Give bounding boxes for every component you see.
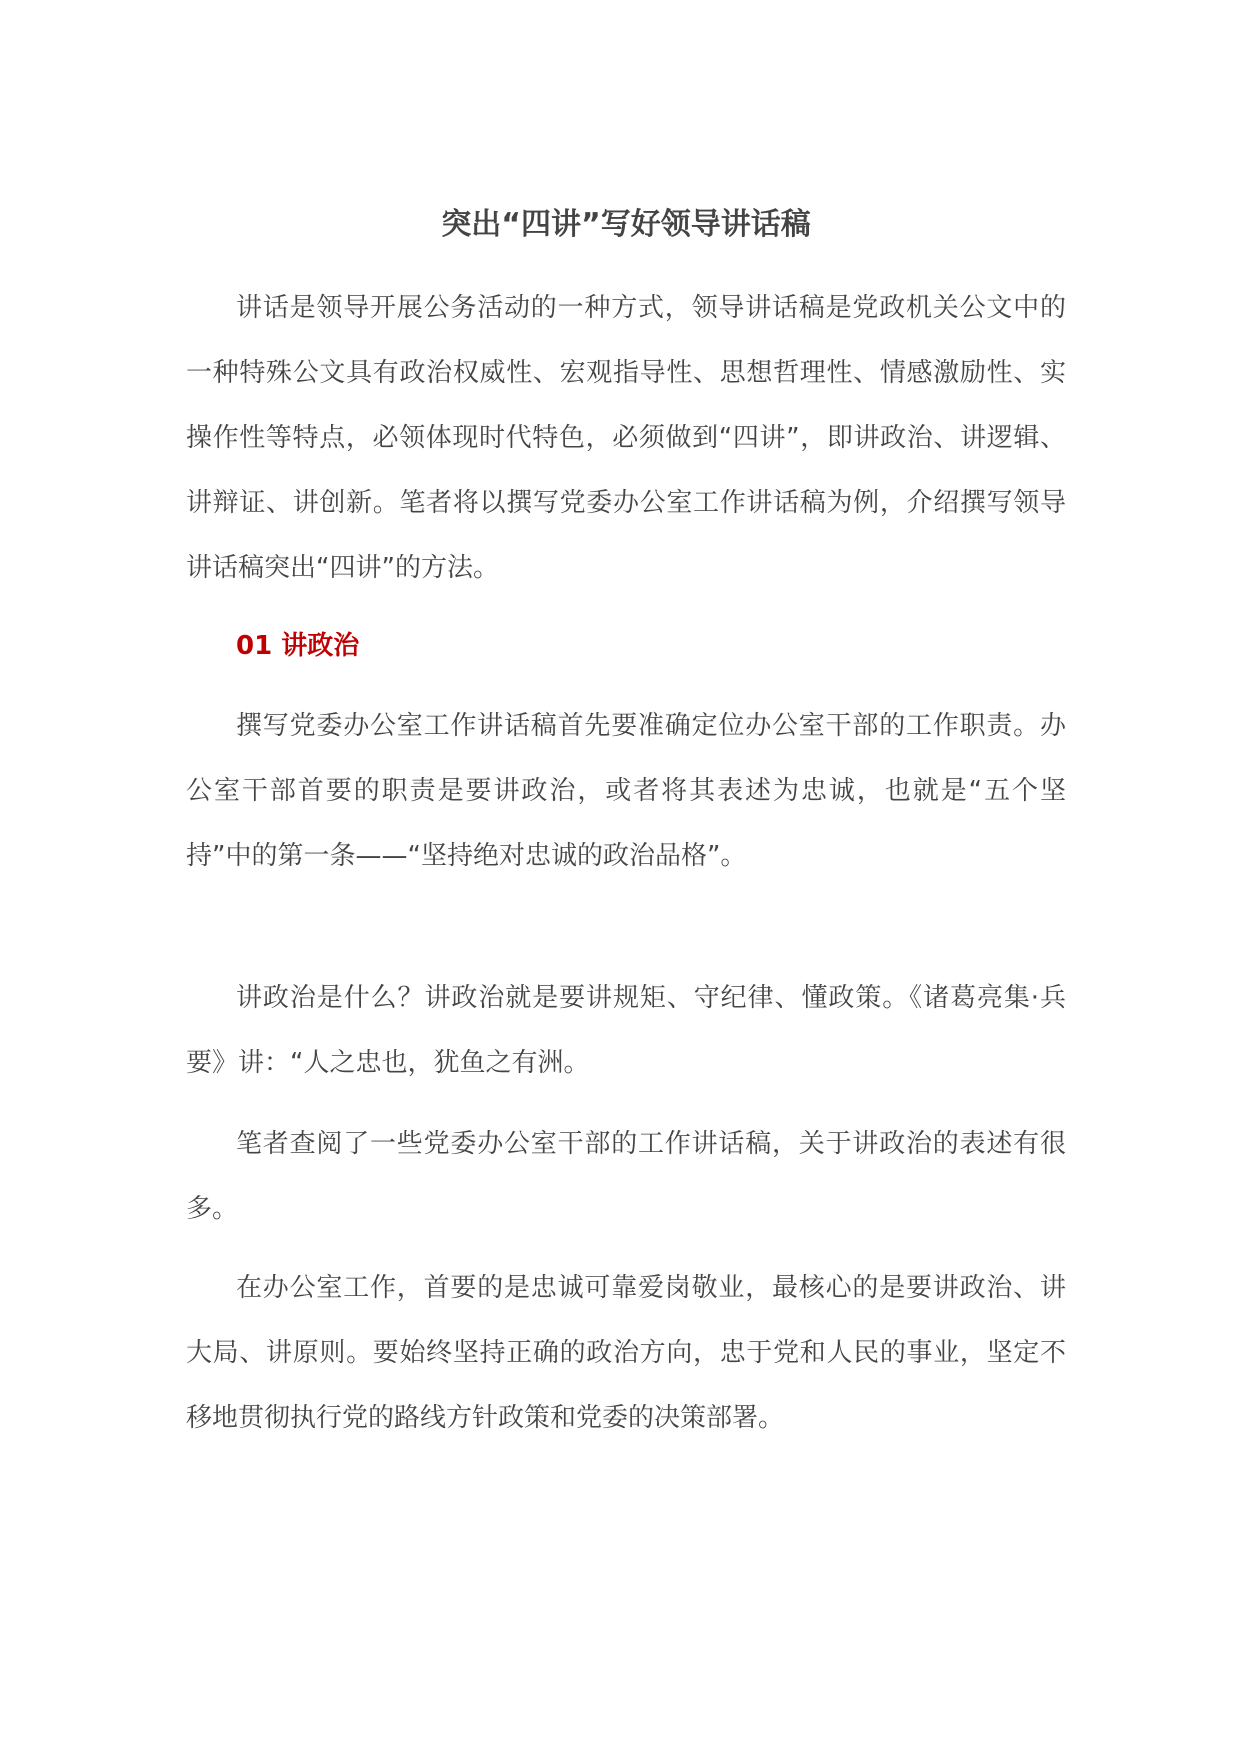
section-heading-politics: 01 讲政治 [236,631,360,661]
intro-paragraph: 讲话是领导开展公务活动的一种方式，领导讲话稿是党政机关公文中的一种特殊公文具有政治权威性、宏观指导性、思想哲理性、情感激励性、实操作性等特点，必领体现时代特色，必须做到“四讲”，即讲政治、讲逻辑、讲辩证、讲创新。笔者将以撰写党委办公室工作讲话稿为例，介绍撰写领导讲话稿突出“四讲”的方法。 [186,293,1066,583]
section-paragraph: 在办公室工作，首要的是忠诚可靠爱岗敬业，最核心的是要讲政治、讲大局、讲原则。要始终坚持正确的政治方向，忠于党和人民的事业，坚定不移地贯彻执行党的路线方针政策和党委的决策部署。 [186,1273,1066,1433]
document-title: 突出“四讲”写好领导讲话稿 [441,207,811,242]
section-paragraph: 笔者查阅了一些党委办公室干部的工作讲话稿，关于讲政治的表述有很多。 [186,1129,1066,1224]
section-paragraph: 撰写党委办公室工作讲话稿首先要准确定位办公室干部的工作职责。办公室干部首要的职责是要讲政治，或者将其表述为忠诚，也就是“五个坚持”中的第一条——“坚持绝对忠诚的政治品格”。 [186,711,1066,871]
section-paragraph: 讲政治是什么？讲政治就是要讲规矩、守纪律、懂政策。《诸葛亮集·兵要》讲：“人之忠也，犹鱼之有洲。 [186,983,1066,1078]
